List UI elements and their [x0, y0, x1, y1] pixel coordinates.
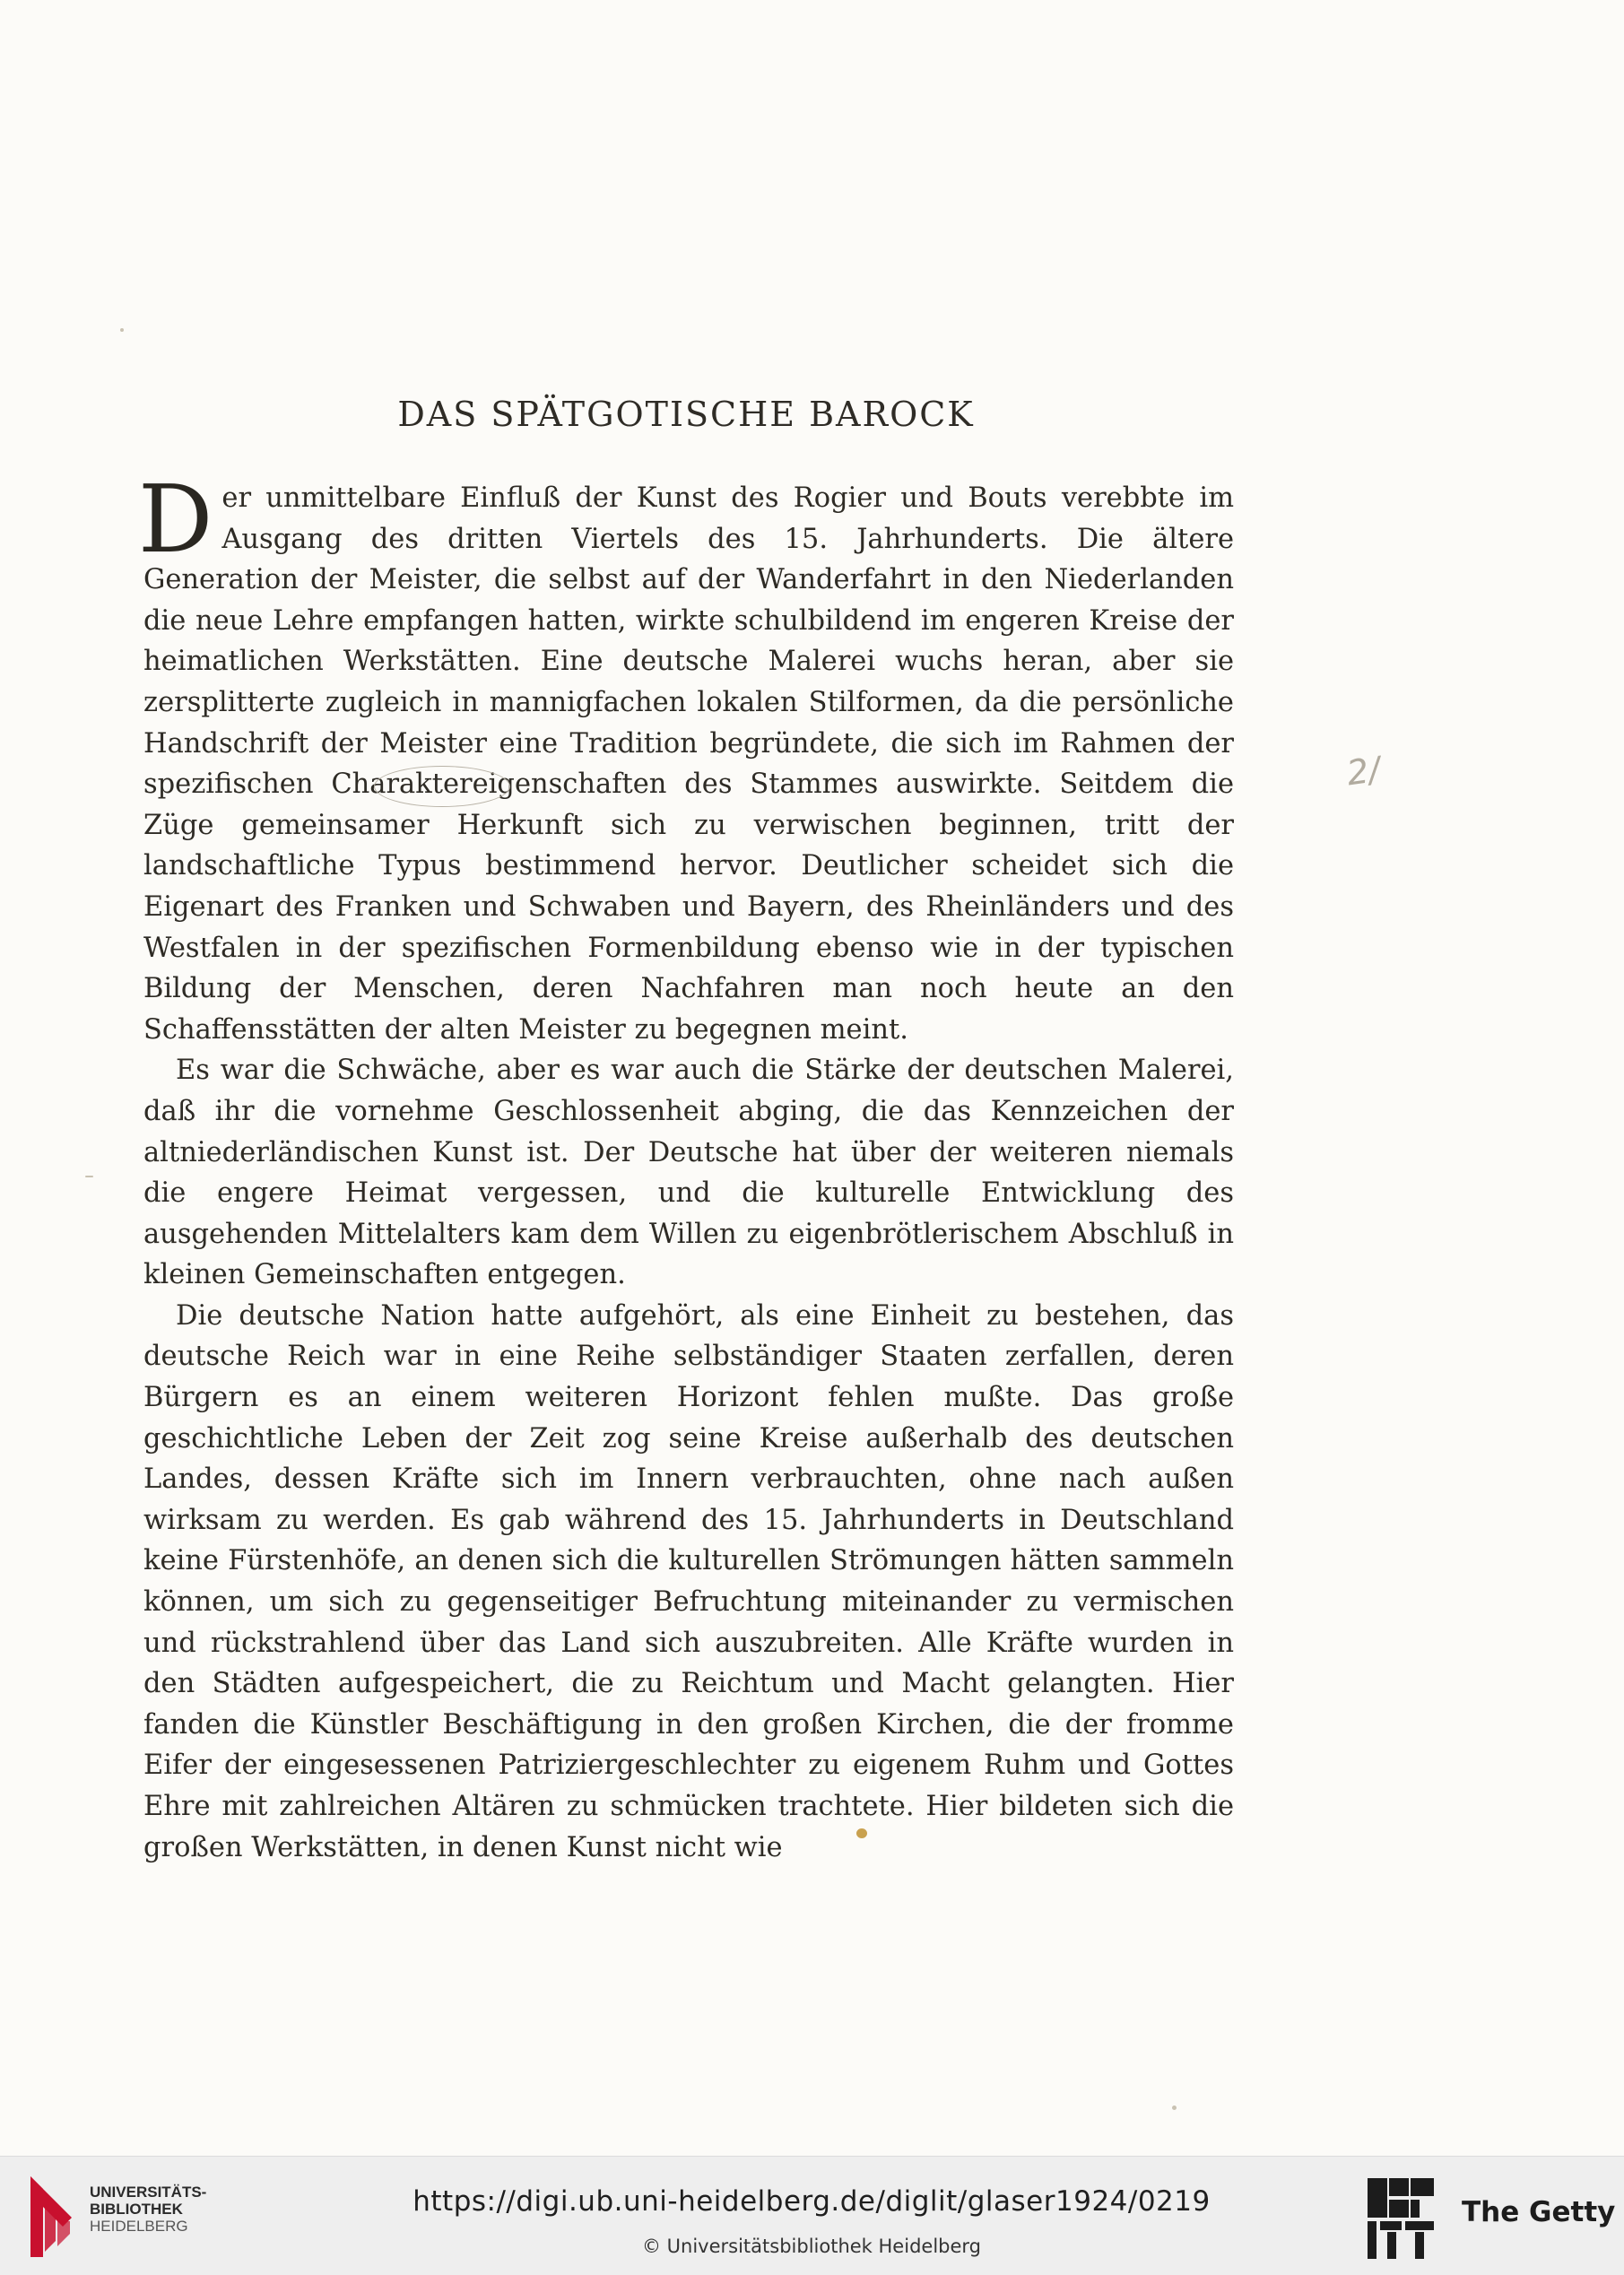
paragraph-text: er unmittelbare Einfluß der Kunst des Rogier und Bouts verebbte im Ausgang des dritten Viertels des 15. Jahrhunderts. Die ältere Generation der Meister, die selbst auf der Wanderfahrt in den Niederlanden die neue Lehre empfangen hatten, wirkte schulbildend im engeren Kreise der heimatlichen Werkstätten. Eine deutsche Malerei wuchs heran, aber sie zersplitterte zugleich in mannigfachen lokalen Stilformen, da die persönliche Handschrift der Meister eine Tradition begründete, die sich im Rahmen der spezifischen Charaktereigenschaften des Stammes auswirkte. Seitdem die Züge gemeinsamer Herkunft sich zu verwischen beginnen, tritt der landschaftliche Typus bestimmend hervor. Deutlicher scheidet sich die Eigenart des Franken und Schwaben und Bayern, des Rheinländers und des Westfalen in der spezifischen Formenbildung ebenso wie in der typischen Bildung der Menschen, deren Nachfahren man noch heute an den Schaffensstätten der alten Meister zu begegnen meint.: [143, 482, 1234, 1046]
university-library-logo-icon: [18, 2169, 81, 2263]
footer-bar: [0, 2156, 1624, 2275]
library-name-line: HEIDELBERG: [90, 2218, 188, 2235]
body-text: [138, 465, 1234, 1868]
paper-speck: [120, 328, 124, 332]
paper-speck: [85, 1176, 93, 1177]
page-title: DAS SPÄTGOTISCHE BAROCK: [397, 395, 975, 434]
paragraph: Es war die Schwäche, aber es war auch die Stärke der deutschen Malerei, daß ihr die vornehme Geschlossenheit abging, die das Kennzeichen der altniederländischen Kunst ist. Der Deutsche hat über der weiteren niemals die engere Heimat vergessen, und die kulturelle Entwicklung des ausgehenden Mittelalters kam dem Willen zu eigenbrötlerischem Abschluß in kleinen Gemeinschaften entgegen.: [143, 1055, 1234, 1291]
library-name: [90, 2184, 206, 2235]
library-name-line: BIBLIOTHEK: [90, 2201, 183, 2218]
paper-speck: [1172, 2106, 1177, 2110]
getty-name: The Getty: [1462, 2196, 1616, 2228]
margin-pencil-note: 2/: [1344, 749, 1383, 794]
permalink-url[interactable]: https://digi.ub.uni-heidelberg.de/diglit/glaser1924/0219: [413, 2185, 1211, 2218]
library-name-line: UNIVERSITÄTS-: [90, 2184, 207, 2201]
paragraph: Die deutsche Nation hatte aufgehört, als eine Einheit zu bestehen, das deutsche Reich war in eine Reihe selbständiger Staaten zerfallen, deren Bürgern es an einem weiteren Horizont fehlen mußte. Das große geschichtliche Leben der Zeit zog seine Kreise außerhalb des deutschen Landes, dessen Kräfte sich im Innern verbrauchten, ohne nach außen wirksam zu werden. Es gab während des 15. Jahrhunderts in Deutschland keine Fürstenhöfe, an denen sich die kulturellen Strömungen hätten sammeln können, um sich zu gegenseitiger Befruchtung miteinander zu vermischen und rückstrahlend über das Land sich auszubreiten. Alle Kräfte wurden in den Städten aufgespeichert, die zu Reichtum und Macht gelangten. Hier fanden die Künstler Beschäftigung in den großen Kirchen, die der fromme Eifer der eingesessenen Patriziergeschlechter zu eigenem Ruhm und Gottes Ehre mit zahlreichen Altären zu schmücken trachtete. Hier bildeten sich die großen Werkstätten, in denen Kunst nicht wie: [143, 1299, 1234, 1863]
foxing-spot: [856, 1828, 867, 1838]
getty-logo-icon: [1366, 2176, 1437, 2261]
paragraph: [138, 465, 1234, 1050]
copyright-notice: © Universitätsbibliothek Heidelberg: [641, 2236, 981, 2257]
drop-cap: D: [138, 465, 213, 574]
